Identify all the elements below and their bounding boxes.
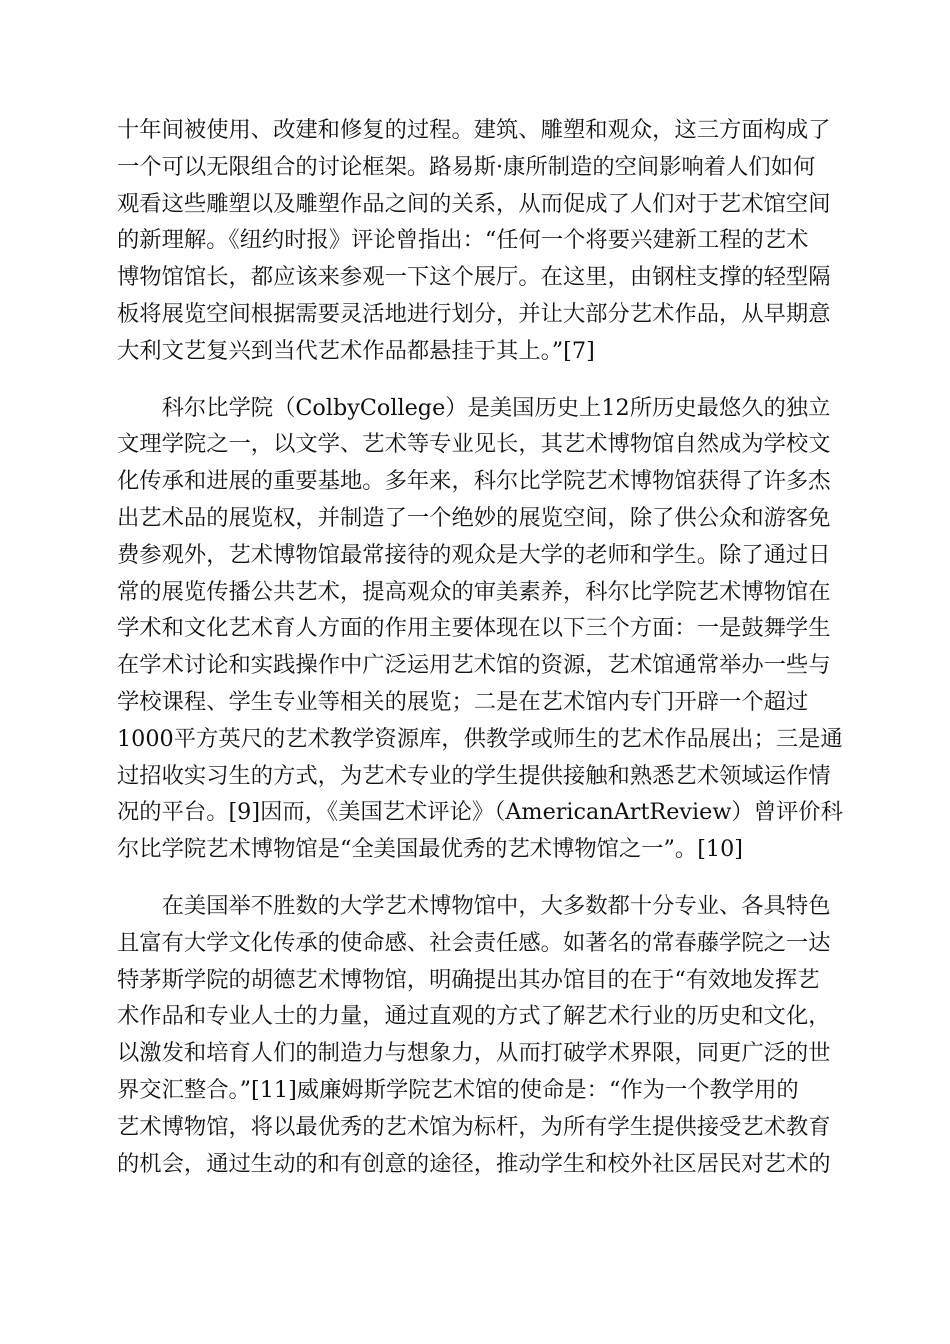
text-line: 的机会，通过生动的和有创意的途径，推动学生和校外社区居民对艺术的	[117, 1150, 831, 1177]
paragraph-spacer	[117, 868, 833, 888]
text-line: 科尔比学院（ColbyCollege）是美国历史上12所历史最悠久的独立	[117, 394, 831, 421]
text-line: 术作品和专业人士的力量，通过直观的方式了解艺术行业的历史和文化，	[117, 1003, 831, 1030]
text-line: 1000平方英尺的艺术教学资源库，供教学或师生的艺术作品展出；三是通	[117, 725, 843, 752]
text-line: 化传承和进展的重要基地。多年来，科尔比学院艺术博物馆获得了许多杰	[117, 468, 831, 495]
text-line: 尔比学院艺术博物馆是“全美国最优秀的艺术博物馆之一”。[10]	[117, 836, 743, 863]
text-line: 在美国举不胜数的大学艺术博物馆中，大多数都十分专业、各具特色	[117, 892, 831, 919]
text-line: 出艺术品的展览权，并制造了一个绝妙的展览空间，除了供公众和游客免	[117, 504, 831, 531]
text-line: 特茅斯学院的胡德艺术博物馆，明确提出其办馆目的在于“有效地发挥艺	[117, 966, 820, 993]
text-line: 费参观外，艺术博物馆最常接待的观众是大学的老师和学生。除了通过日	[117, 541, 831, 568]
paragraph-spacer	[117, 370, 833, 390]
paragraph-louis-kahn	[117, 112, 833, 370]
text-line: 过招收实习生的方式，为艺术专业的学生提供接触和熟悉艺术领域运作情	[117, 762, 831, 789]
text-line: 文理学院之一，以文学、艺术等专业见长，其艺术博物馆自然成为学校文	[117, 431, 831, 458]
text-line: 况的平台。[9]因而，《美国艺术评论》（AmericanArtReview）曾评价科	[117, 799, 843, 826]
text-line: 在学术讨论和实践操作中广泛运用艺术馆的资源，艺术馆通常举办一些与	[117, 652, 831, 679]
text-line: 的新理解。《纽约时报》评论曾指出：“任何一个将要兴建新工程的艺术	[117, 227, 809, 254]
text-line: 艺术博物馆，将以最优秀的艺术馆为标杆，为所有学生提供接受艺术教育	[117, 1113, 831, 1140]
text-line: 以激发和培育人们的制造力与想象力，从而打破学术界限，同更广泛的世	[117, 1040, 831, 1067]
text-line: 大利文艺复兴到当代艺术作品都悬挂于其上。”[7]	[117, 337, 595, 364]
text-line: 常的展览传播公共艺术，提高观众的审美素养，科尔比学院艺术博物馆在	[117, 578, 831, 605]
text-line: 板将展览空间根据需要灵活地进行划分，并让大部分艺术作品，从早期意	[117, 300, 831, 327]
paragraph-university-museums	[117, 888, 833, 1182]
text-line: 学术和文化艺术育人方面的作用主要体现在以下三个方面：一是鼓舞学生	[117, 615, 831, 642]
text-line: 观看这些雕塑以及雕塑作品之间的关系，从而促成了人们对于艺术馆空间	[117, 190, 831, 217]
text-line: 学校课程、学生专业等相关的展览；二是在艺术馆内专门开辟一个超过	[117, 688, 809, 715]
text-line: 一个可以无限组合的讨论框架。路易斯·康所制造的空间影响着人们如何	[117, 153, 816, 180]
paragraph-colby-college	[117, 390, 843, 868]
text-line: 博物馆馆长，都应该来参观一下这个展厅。在这里，由钢柱支撑的轻型隔	[117, 264, 831, 291]
text-line: 界交汇整合。”[11]威廉姆斯学院艺术馆的使命是：“作为一个教学用的	[117, 1076, 799, 1103]
text-line: 十年间被使用、改建和修复的过程。建筑、雕塑和观众，这三方面构成了	[117, 117, 831, 143]
body-text	[117, 112, 843, 1182]
text-line: 且富有大学文化传承的使命感、社会责任感。如著名的常春藤学院之一达	[117, 929, 831, 956]
